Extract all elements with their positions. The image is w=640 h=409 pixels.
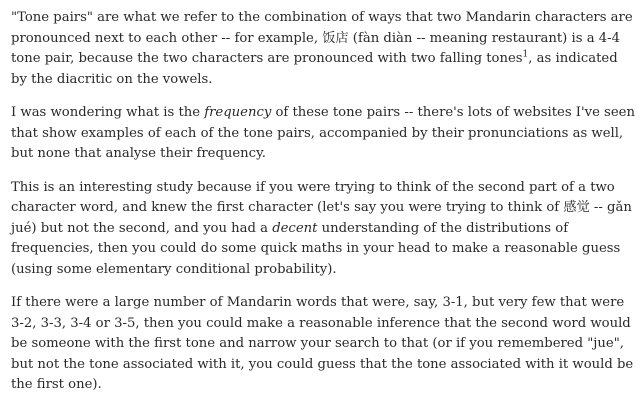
paragraph-text: This is an interesting study because if you were trying to think of the second part of a two character word, and knew the first character (let's say you were trying to think of 感觉 -- gǎn jué) but not the second, and you had a xyxy=(11,179,632,236)
paragraph-text: I was wondering what is the xyxy=(11,105,205,120)
article-body xyxy=(11,0,635,409)
paragraph-text: , as indicated by the diacritic on the vowels. xyxy=(11,51,618,87)
paragraph-text: understanding of the distributions of frequencies, then you could do some quick maths in your head to make a reasonable guess (using some elementary conditional probability). xyxy=(11,220,621,277)
paragraph-text: of these tone pairs -- there's lots of websites I've seen that show examples of each of the tone pairs, accompanied by their pronunciations as well, but none that analyse their frequency. xyxy=(11,105,635,161)
emphasis-frequency: frequency xyxy=(204,105,272,120)
paragraph-frequency-question xyxy=(11,103,635,165)
paragraph-inference-example: If there were a large number of Mandarin words that were, say, 3-1, but very few that were 3-2, 3-3, 3-4 or 3-5, then you could make a reasonable inference that the second word would be someone with the first tone and narrow your search to that (or if you remembered "jue", but not the tone associated with it, you could guess that the tone associated with it would be the first one). xyxy=(11,295,634,392)
footnote-marker[interactable]: 1 xyxy=(522,49,529,60)
paragraph-tone-pairs-intro xyxy=(11,8,635,90)
paragraph-text: "Tone pairs" are what we refer to the combination of ways that two Mandarin characters are pronounced next to each other -- for example, 饭店 (fàn diàn -- meaning restaurant) is a 4-4 tone pair, because the two characters are pronounced with two falling tones xyxy=(11,10,633,66)
paragraph-interesting-study xyxy=(11,178,635,281)
emphasis-decent: decent xyxy=(272,220,318,236)
